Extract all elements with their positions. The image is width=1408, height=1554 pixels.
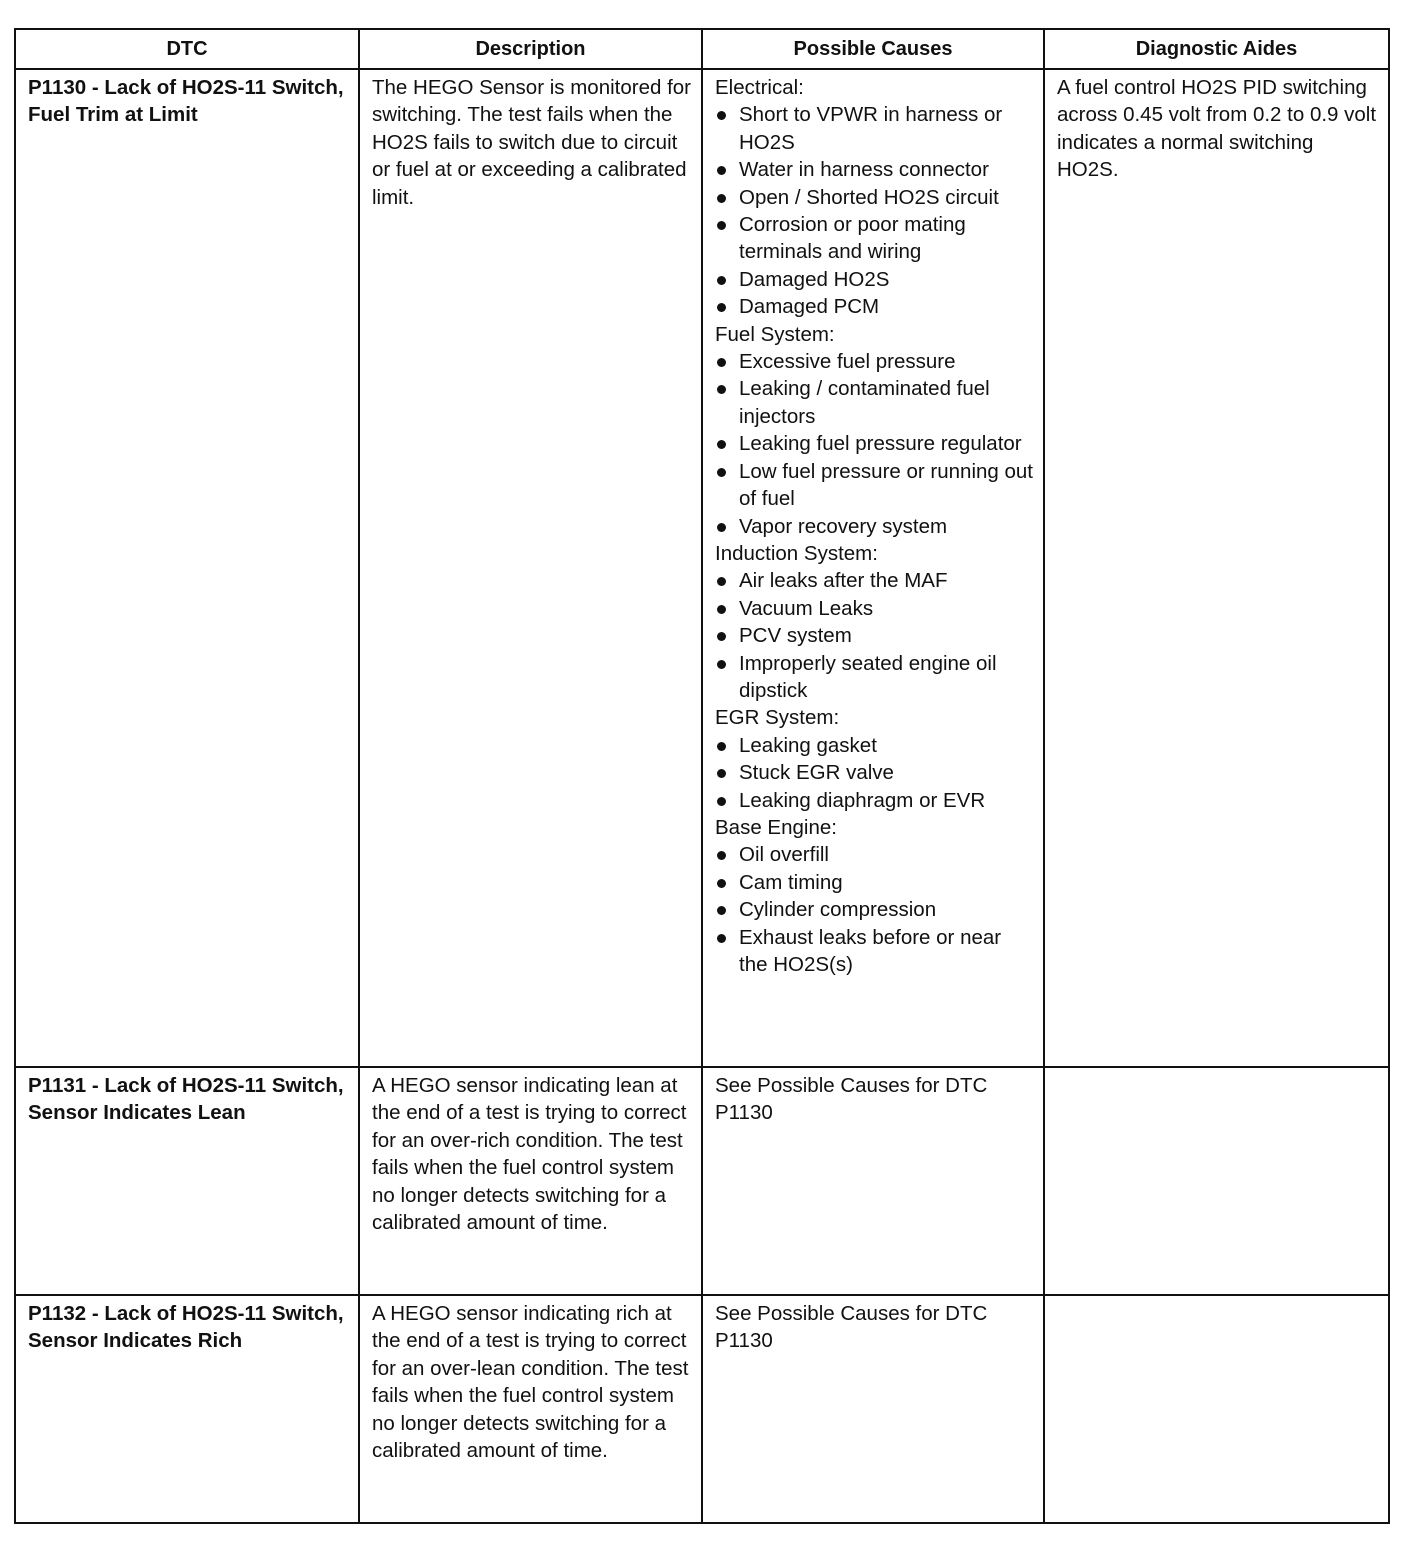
cause-group-title: Fuel System: [715, 322, 835, 346]
cause-group-title: Induction System: [715, 541, 878, 565]
list-item: Water in harness connector [715, 156, 1033, 183]
cause-list [715, 841, 1033, 978]
list-item: Cam timing [715, 869, 1033, 896]
cause-list [715, 101, 1033, 320]
header-row [15, 29, 1389, 69]
list-item: Short to VPWR in harness or HO2S [715, 101, 1033, 156]
table-row [15, 69, 1389, 1067]
list-item: Vapor recovery system [715, 513, 1033, 540]
possible-causes-cell [702, 69, 1044, 1067]
dtc-code-cell: P1130 - Lack of HO2S-11 Switch, Fuel Trim at Limit [15, 69, 359, 1067]
diagnostic-aides-cell [1044, 1067, 1389, 1295]
list-item: Oil overfill [715, 841, 1033, 868]
description-cell: A HEGO sensor indicating rich at the end of a test is trying to correct for an over-lean condition. The test fails when the fuel control system no longer detects switching for a calibrated amount of time. [359, 1295, 702, 1523]
dtc-table [14, 28, 1390, 1524]
list-item: Leaking gasket [715, 732, 1033, 759]
list-item: Leaking / contaminated fuel injectors [715, 375, 1033, 430]
cause-list [715, 732, 1033, 814]
list-item: Low fuel pressure or running out of fuel [715, 458, 1033, 513]
list-item: Leaking fuel pressure regulator [715, 430, 1033, 457]
dtc-table-page [14, 28, 1388, 1524]
cause-group-title: Base Engine: [715, 815, 837, 839]
cause-group-title: Electrical: [715, 76, 804, 99]
header-description: Description [359, 29, 702, 69]
possible-causes-cell: See Possible Causes for DTC P1130 [702, 1295, 1044, 1523]
table-row [15, 1067, 1389, 1295]
header-possible-causes: Possible Causes [702, 29, 1044, 69]
list-item: Exhaust leaks before or near the HO2S(s) [715, 924, 1033, 979]
list-item: Excessive fuel pressure [715, 348, 1033, 375]
description-cell: A HEGO sensor indicating lean at the end of a test is trying to correct for an over-rich condition. The test fails when the fuel control system no longer detects switching for a calibrated amount of time. [359, 1067, 702, 1295]
table-row [15, 1295, 1389, 1523]
dtc-code-cell: P1131 - Lack of HO2S-11 Switch, Sensor Indicates Lean [15, 1067, 359, 1295]
list-item: Vacuum Leaks [715, 595, 1033, 622]
list-item: PCV system [715, 622, 1033, 649]
list-item: Damaged HO2S [715, 266, 1033, 293]
header-dtc: DTC [15, 29, 359, 69]
list-item: Open / Shorted HO2S circuit [715, 184, 1033, 211]
list-item: Corrosion or poor mating terminals and wiring [715, 211, 1033, 266]
possible-causes-cell: See Possible Causes for DTC P1130 [702, 1067, 1044, 1295]
diagnostic-aides-cell [1044, 1295, 1389, 1523]
list-item: Leaking diaphragm or EVR [715, 787, 1033, 814]
list-item: Stuck EGR valve [715, 759, 1033, 786]
list-item: Improperly seated engine oil dipstick [715, 650, 1033, 705]
dtc-code-cell: P1132 - Lack of HO2S-11 Switch, Sensor Indicates Rich [15, 1295, 359, 1523]
diagnostic-aides-cell: A fuel control HO2S PID switching across 0.45 volt from 0.2 to 0.9 volt indicates a normal switching HO2S. [1044, 69, 1389, 1067]
list-item: Air leaks after the MAF [715, 567, 1033, 594]
list-item: Damaged PCM [715, 293, 1033, 320]
cause-list [715, 567, 1033, 704]
header-diagnostic-aides: Diagnostic Aides [1044, 29, 1389, 69]
description-cell: The HEGO Sensor is monitored for switching. The test fails when the HO2S fails to switch due to circuit or fuel at or exceeding a calibrated limit. [359, 69, 702, 1067]
list-item: Cylinder compression [715, 896, 1033, 923]
cause-group-title: EGR System: [715, 706, 840, 730]
cause-list [715, 348, 1033, 540]
